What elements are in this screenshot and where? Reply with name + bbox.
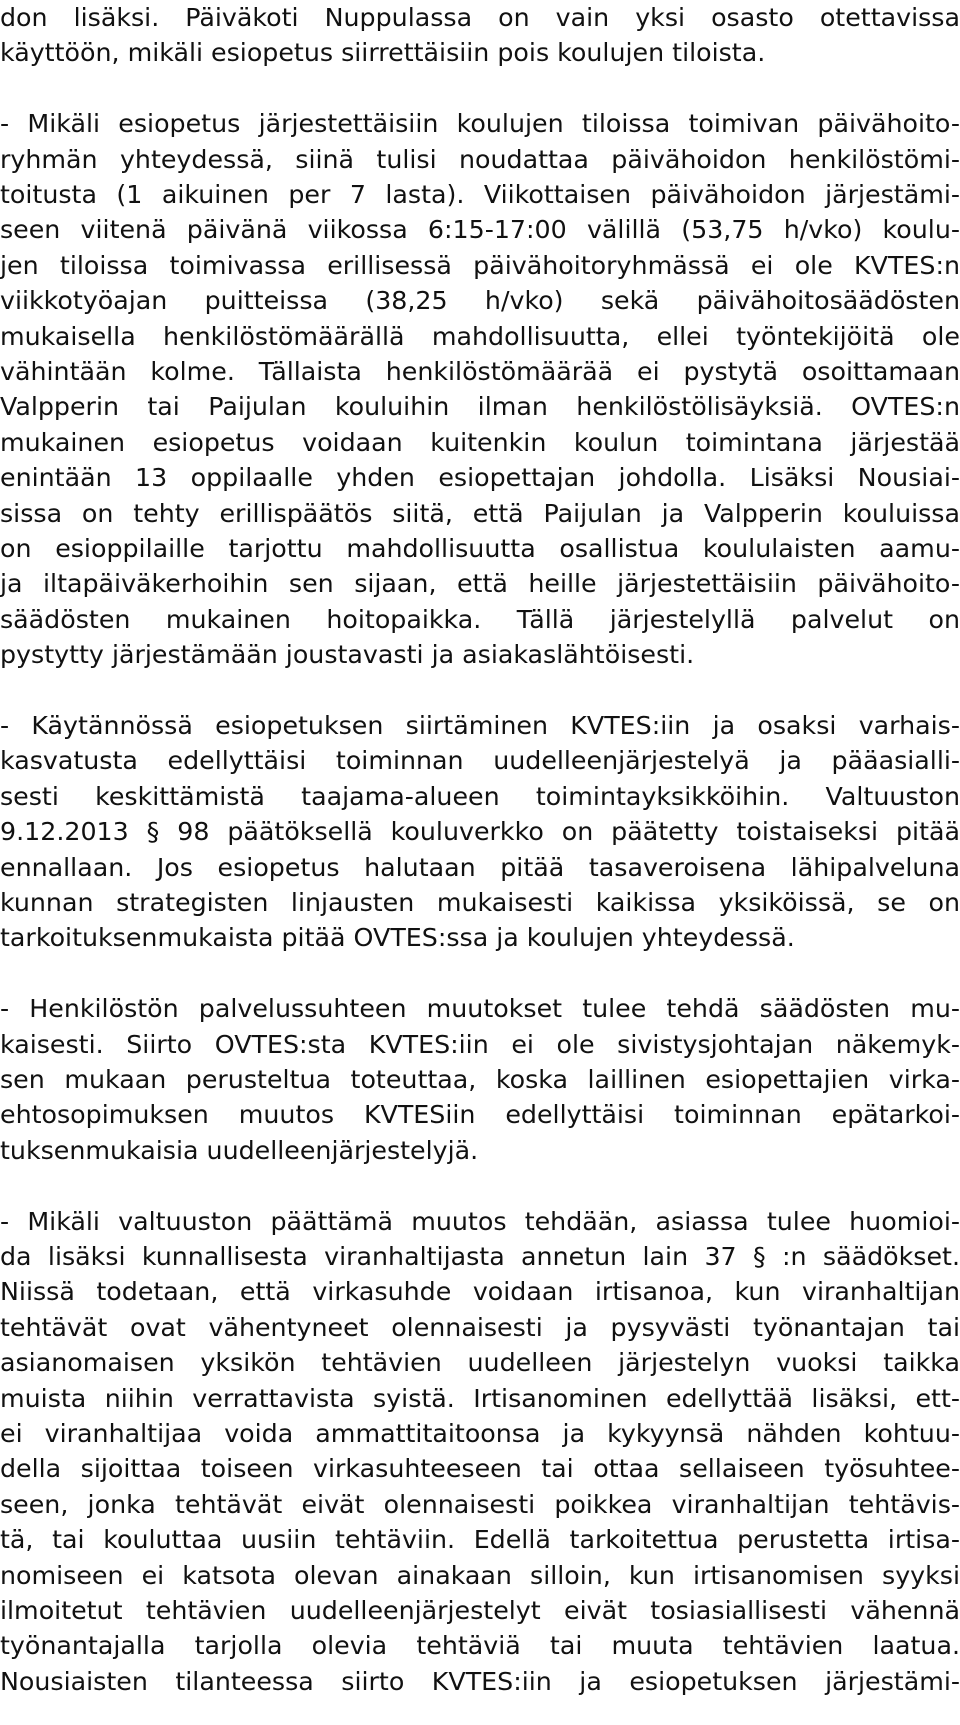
text-line: viikkotyöajan puitteissa (38,25 h/vko) sekä päivähoitosäädösten xyxy=(0,286,960,316)
text-line: mukaisella henkilöstömäärällä mahdollisuutta, ellei työntekijöitä ole xyxy=(0,321,960,351)
text-line: don lisäksi. Päiväkoti Nuppulassa on vain yksi osasto otettavissa xyxy=(0,3,960,32)
text-line: sen mukaan perusteltua toteuttaa, koska laillinen esiopettajien virka- xyxy=(0,1065,960,1094)
text-line: kasvatusta edellyttäisi toiminnan uudelleenjärjestelyä ja pääasialli- xyxy=(0,746,960,776)
text-line: mukainen esiopetus voidaan kuitenkin koulun toimintana järjestää xyxy=(0,427,960,457)
text-line: pystytty järjestämään joustavasti ja asiakaslähtöisesti. xyxy=(0,640,695,670)
text-line: asianomaisen yksikön tehtävien uudelleen järjestelyn vuoksi taikka xyxy=(0,1348,960,1378)
text-line: enintään 13 oppilaalle yhden esiopettajan johdolla. Lisäksi Nousiai- xyxy=(0,463,960,493)
text-line: säädösten mukainen hoitopaikka. Tällä järjestelyllä palvelut on xyxy=(0,604,960,634)
text-line: ja iltapäiväkerhoihin sen sijaan, että heille järjestettäisiin päivähoito- xyxy=(0,569,960,599)
text-line: - Henkilöstön palvelussuhteen muutokset tulee tehdä säädösten mu- xyxy=(0,994,960,1024)
text-line: tarkoituksenmukaista pitää OVTES:ssa ja koulujen yhteydessä. xyxy=(0,923,795,953)
text-line: käyttöön, mikäli esiopetus siirrettäisiin pois koulujen tiloista. xyxy=(0,38,766,68)
text-line: vähintään kolme. Tällaista henkilöstömäärää ei pystytä osoittamaan xyxy=(0,357,960,386)
text-line: ei viranhaltijaa voida ammattitaitoonsa ja kykyynsä nähden kohtuu- xyxy=(0,1419,960,1448)
text-line: sesti keskittämistä taajama-alueen toimintayksikköihin. Valtuuston xyxy=(0,781,960,811)
text-line: - Mikäli valtuuston päättämä muutos tehdään, asiassa tulee huomioi- xyxy=(0,1206,960,1236)
text-line: ilmoitetut tehtävien uudelleenjärjestelyt eivät tosiasiallisesti vähennä xyxy=(0,1596,960,1625)
text-line: seen, jonka tehtävät eivät olennaisesti poikkea viranhaltijan tehtävis- xyxy=(0,1489,960,1519)
text-line: tehtävät ovat vähentyneet olennaisesti ja pysyvästi työnantajan tai xyxy=(0,1312,960,1342)
text-line: ennallaan. Jos esiopetus halutaan pitää tasaveroisena lähipalveluna xyxy=(0,852,960,882)
text-line: 9.12.2013 § 98 päätöksellä kouluverkko on päätetty toistaiseksi pitää xyxy=(0,817,960,847)
text-line: seen viitenä päivänä viikossa 6:15-17:00 välillä (53,75 h/vko) koulu- xyxy=(0,215,960,245)
text-line: kaisesti. Siirto OVTES:sta KVTES:iin ei ole sivistysjohtajan näkemyk- xyxy=(0,1029,960,1059)
text-line: tuksenmukaisia uudelleenjärjestelyjä. xyxy=(0,1135,479,1165)
text-line: nomiseen ei katsota olevan ainakaan silloin, kun irtisanomisen syyksi xyxy=(0,1560,960,1590)
text-line: jen tiloissa toimivassa erillisessä päivähoitoryhmässä ei ole KVTES:n xyxy=(0,250,960,280)
text-line: Nousiaisten tilanteessa siirto KVTES:iin ja esiopetuksen järjestämi- xyxy=(0,1666,960,1696)
text-line: Niissä todetaan, että virkasuhde voidaan irtisanoa, kun viranhaltijan xyxy=(0,1277,960,1307)
text-line: tä, tai kouluttaa uusiin tehtäviin. Edellä tarkoitettua perustetta irtisa- xyxy=(0,1525,960,1555)
text-line: kunnan strategisten linjausten mukaisesti kaikissa yksiköissä, se on xyxy=(0,888,960,917)
text-line: - Käytännössä esiopetuksen siirtäminen KVTES:iin ja osaksi varhais- xyxy=(0,711,960,740)
text-line: työnantajalla tarjolla olevia tehtäviä tai muuta tehtävien laatua. xyxy=(0,1631,960,1661)
text-line: della sijoittaa toiseen virkasuhteeseen tai ottaa sellaiseen työsuhtee- xyxy=(0,1454,960,1484)
text-line: sissa on tehty erillispäätös siitä, että Paijulan ja Valpperin kouluissa xyxy=(0,498,960,528)
text-line: ryhmän yhteydessä, siinä tulisi noudattaa päivähoidon henkilöstömi- xyxy=(0,144,960,174)
text-line: ehtosopimuksen muutos KVTESiin edellyttäisi toiminnan epätarkoi- xyxy=(0,1100,960,1130)
text-line: - Mikäli esiopetus järjestettäisiin koulujen tiloissa toimivan päivähoito- xyxy=(0,109,960,139)
text-line: da lisäksi kunnallisesta viranhaltijasta annetun lain 37 § :n säädökset. xyxy=(0,1242,960,1271)
text-line: Valpperin tai Paijulan kouluihin ilman henkilöstölisäyksiä. OVTES:n xyxy=(0,392,960,422)
text-line: toitusta (1 aikuinen per 7 lasta). Viikottaisen päivähoidon järjestämi- xyxy=(0,180,960,209)
text-line: on esioppilaille tarjottu mahdollisuutta osallistua koululaisten aamu- xyxy=(0,534,960,563)
text-line: muista niihin verrattavista syistä. Irtisanominen edellyttää lisäksi, ett- xyxy=(0,1383,960,1413)
